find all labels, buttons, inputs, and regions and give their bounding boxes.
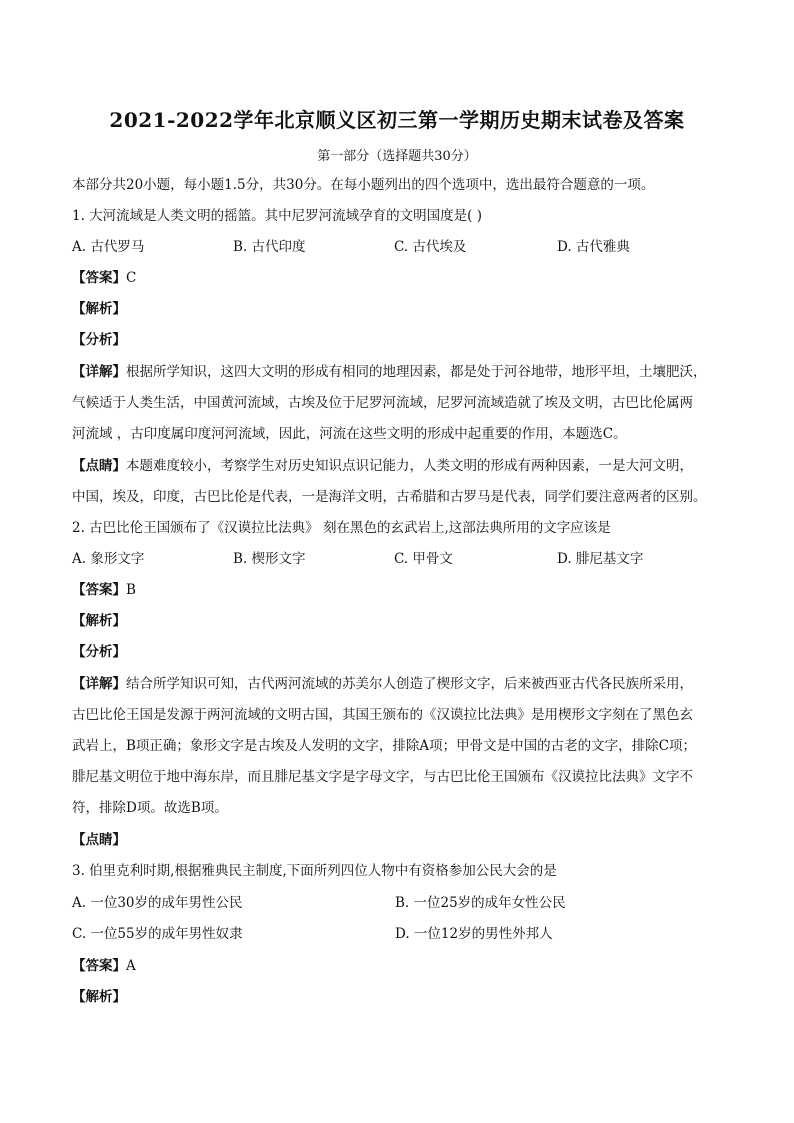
q1-fenxi-label	[72, 330, 126, 350]
q2-option-b: B. 楔形文字	[233, 551, 306, 567]
q2-fenxi-label: 【分析】	[72, 644, 126, 660]
q3-answer: 【答案】A	[72, 958, 136, 974]
q2-option-a: A. 象形文字	[72, 551, 145, 567]
fenxi-label: 【分析】	[72, 332, 126, 348]
q1-option-c: C. 古代埃及	[394, 239, 467, 255]
q1-stem: 1. 大河流域是人类文明的摇篮。其中尼罗河流域孕育的文明国度是( )	[72, 208, 482, 224]
q2-detail-line-4: 腓尼基文明位于地中海东岸，而且腓尼基文字是字母文字，与古巴比伦王国颁布《汉谟拉比法典》文字不	[72, 769, 693, 785]
q1-detail-line-1: 【详解】根据所学知识，这四大文明的形成有相同的地理因素，都是处于河谷地带，地形平坦，土壤肥沃，	[72, 364, 707, 380]
q1-answer-value: C	[126, 270, 137, 286]
q1-detail-line-3: 河流域 ，古印度属印度河河流域，因此，河流在这些文明的形成中起重要的作用，本题选C。	[72, 426, 627, 442]
section-subtitle: 第一部分（选择题共30分）	[317, 149, 477, 164]
q3-option-d: D. 一位12岁的男性外邦人	[395, 926, 553, 942]
q2-comment-label: 【点睛】	[72, 832, 126, 848]
q3-analysis-label: 【解析】	[72, 989, 126, 1005]
q3-option-a: A. 一位30岁的成年男性公民	[72, 895, 243, 911]
q1-option-a: A. 古代罗马	[72, 239, 145, 255]
q2-option-d: D. 腓尼基文字	[557, 551, 644, 567]
analysis-label: 【解析】	[72, 301, 126, 317]
q1-detail-line-2: 气候适于人类生活，中国黄河流域，古埃及位于尼罗河流域，尼罗河流域造就了埃及文明，古巴比伦属两	[72, 395, 693, 411]
q1-comment-line-1: 【点睛】本题难度较小，考察学生对历史知识点识记能力，人类文明的形成有两种因素，一是大河文明，	[72, 458, 693, 474]
q2-detail-line-3: 武岩上，B项正确；象形文字是古埃及人发明的文字，排除A项；甲骨文是中国的古老的文字，排除C项；	[72, 738, 696, 754]
q2-detail-line-5: 符，排除D项。故选B项。	[72, 800, 228, 816]
q1-comment-line-2: 中国，埃及，印度，古巴比伦是代表，一是海洋文明，古希腊和古罗马是代表，同学们要注意两者的区别。	[72, 489, 707, 505]
q1-option-b: B. 古代印度	[233, 239, 306, 255]
q2-answer-value: B	[126, 582, 136, 598]
q1-answer	[72, 268, 136, 288]
detail-label: 【详解】	[72, 364, 126, 380]
q2-analysis-label: 【解析】	[72, 613, 126, 629]
q3-stem: 3. 伯里克利时期,根据雅典民主制度,下面所列四位人物中有资格参加公民大会的是	[72, 863, 557, 879]
document-title: 2021-2022学年北京顺义区初三第一学期历史期末试卷及答案	[109, 108, 685, 132]
section-intro: 本部分共20小题，每小题1.5分，共30分。在每小题列出的四个选项中，选出最符合题意的一项。	[72, 177, 655, 193]
q3-option-c: C. 一位55岁的成年男性奴隶	[72, 926, 243, 942]
q2-detail-line-1: 【详解】结合所学知识可知，古代两河流域的苏美尔人创造了楔形文字，后来被西亚古代各民族所采用，	[72, 676, 693, 692]
q3-answer-value: A	[126, 958, 136, 974]
q3-option-b: B. 一位25岁的成年女性公民	[395, 895, 566, 911]
answer-label: 【答案】	[72, 270, 126, 286]
q1-analysis-label	[72, 299, 126, 319]
comment-label: 【点睛】	[72, 458, 126, 474]
q2-stem: 2. 古巴比伦王国颁布了《汉谟拉比法典》 刻在黑色的玄武岩上,这部法典所用的文字应该是	[72, 520, 611, 536]
q2-detail-line-2: 古巴比伦王国是发源于两河流域的文明古国，其国王颁布的《汉谟拉比法典》是用楔形文字刻在了黑色玄	[72, 707, 693, 723]
q2-answer: 【答案】B	[72, 582, 136, 598]
q2-option-c: C. 甲骨文	[394, 551, 453, 567]
q1-option-d: D. 古代雅典	[557, 239, 630, 255]
